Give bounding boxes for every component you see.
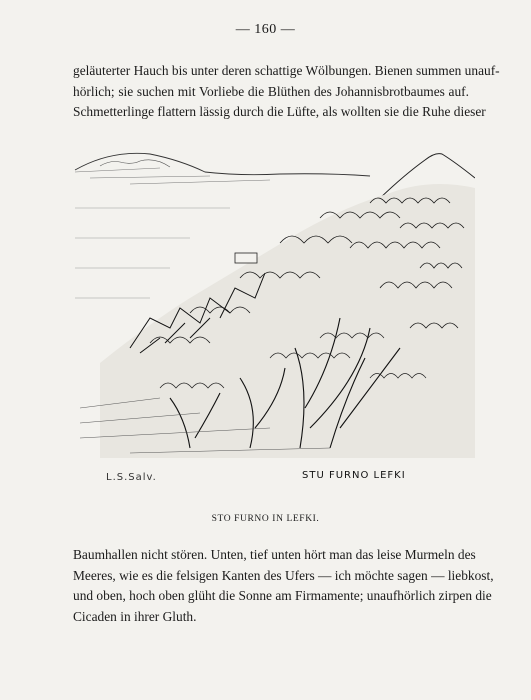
- text-line: Cicaden in ihrer Gluth.: [73, 608, 197, 624]
- landscape-illustration: [70, 148, 475, 498]
- figure-caption: STO FURNO IN LEFKI.: [211, 514, 320, 524]
- illustration-inscription: STU FURNO LEFKI: [302, 470, 406, 481]
- text-line: Schmetterlinge flattern lässig durch die Lüfte, als wollten sie die Ruhe dieser: [73, 104, 486, 119]
- paragraph-top: [73, 61, 500, 123]
- text-line: hörlich; sie suchen mit Vorliebe die Blüthen des Johannisbrotbaumes auf.: [73, 83, 469, 99]
- page-number: — 160 —: [235, 22, 296, 37]
- text-line: Baumhallen nicht stören. Unten, tief unten hört man das leise Murmeln des: [73, 547, 476, 562]
- text-line: Meeres, wie es die felsigen Kanten des Ufers — ich möchte sagen — liebkost,: [73, 567, 494, 583]
- artist-signature: L.S.Salv.: [106, 472, 157, 483]
- paragraph-bottom: [73, 545, 494, 627]
- text-line: geläuterter Hauch bis unter deren schattige Wölbungen. Bienen summen unauf-: [73, 63, 500, 78]
- text-line: und oben, hoch oben glüht die Sonne am Firmamente; unaufhörlich zirpen die: [73, 588, 492, 603]
